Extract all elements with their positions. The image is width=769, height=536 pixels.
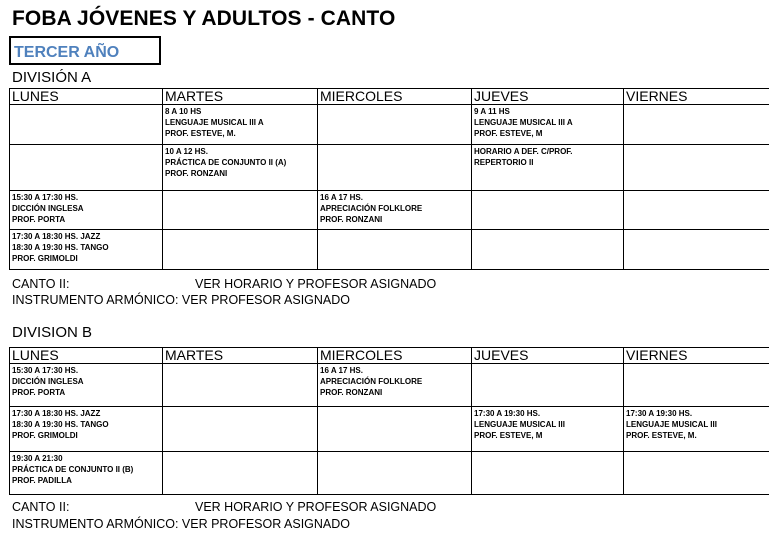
schedule-cell-line: PROF. ESTEVE, M.	[626, 431, 697, 440]
day-header-miercoles: MIERCOLES	[318, 348, 472, 364]
schedule-cell	[318, 105, 472, 145]
schedule-cell	[624, 105, 769, 145]
schedule-cell	[472, 230, 624, 270]
day-header-miercoles: MIERCOLES	[318, 89, 472, 105]
division-a-label: DIVISIÓN A	[12, 69, 92, 86]
schedule-cell-line: LENGUAJE MUSICAL III A	[474, 118, 573, 127]
schedule-cell-line: PRÁCTICA DE CONJUNTO II (A)	[165, 158, 287, 167]
day-header-row	[10, 348, 769, 364]
schedule-cell-line: 8 A 10 HS	[165, 107, 202, 116]
schedule-cell	[472, 407, 624, 452]
schedule-cell	[318, 407, 472, 452]
schedule-cell-line: APRECIACIÓN FOLKLORE	[320, 377, 423, 386]
division-b-canto-note	[12, 500, 437, 514]
schedule-cell-line: APRECIACIÓN FOLKLORE	[320, 204, 423, 213]
schedule-cell-line: PROF. RONZANI	[320, 388, 383, 397]
canto-label: CANTO II:	[12, 277, 70, 291]
schedule-cell-line: PROF. GRIMOLDI	[12, 254, 78, 263]
schedule-cell-line: DICCIÓN INGLESA	[12, 377, 84, 386]
schedule-cell-line: REPERTORIO II	[474, 158, 534, 167]
schedule-cell	[624, 364, 769, 407]
day-header-viernes: VIERNES	[624, 89, 769, 105]
schedule-cell	[163, 230, 318, 270]
schedule-cell	[472, 145, 624, 191]
schedule-cell	[10, 145, 163, 191]
schedule-cell-line: LENGUAJE MUSICAL III A	[165, 118, 264, 127]
schedule-cell-line: LENGUAJE MUSICAL III	[474, 420, 565, 429]
page-title: FOBA JÓVENES Y ADULTOS - CANTO	[12, 7, 396, 30]
schedule-cell	[624, 452, 769, 495]
division-a-canto-note	[12, 277, 437, 291]
division-a-instrumento-note: INSTRUMENTO ARMÓNICO: VER PROFESOR ASIGNADO	[12, 293, 351, 307]
schedule-cell-line: DICCIÓN INGLESA	[12, 204, 84, 213]
day-header-lunes: LUNES	[10, 89, 163, 105]
schedule-cell-line: 17:30 A 18:30 HS. JAZZ	[12, 232, 101, 241]
schedule-cell	[318, 452, 472, 495]
schedule-cell	[163, 105, 318, 145]
schedule-cell	[10, 452, 163, 495]
day-header-martes: MARTES	[163, 89, 318, 105]
schedule-cell	[472, 452, 624, 495]
schedule-cell	[472, 191, 624, 230]
schedule-cell	[318, 191, 472, 230]
division-a-table	[9, 88, 769, 270]
schedule-cell	[624, 145, 769, 191]
schedule-cell	[10, 364, 163, 407]
schedule-cell	[163, 452, 318, 495]
schedule-cell-line: 19:30 A 21:30	[12, 454, 63, 463]
schedule-cell-line: PROF. PORTA	[12, 388, 66, 397]
schedule-cell-line: 16 A 17 HS.	[320, 193, 363, 202]
schedule-cell	[163, 191, 318, 230]
schedule-cell-line: 9 A 11 HS	[474, 107, 510, 116]
schedule-cell	[10, 191, 163, 230]
year-label: TERCER AÑO	[14, 44, 120, 61]
schedule-cell	[624, 407, 769, 452]
day-header-row	[10, 89, 769, 105]
schedule-cell	[472, 364, 624, 407]
schedule-row	[10, 230, 769, 270]
schedule-row	[10, 364, 769, 407]
schedule-row	[10, 145, 769, 191]
year-box	[9, 36, 161, 65]
schedule-cell	[10, 407, 163, 452]
schedule-cell	[318, 230, 472, 270]
schedule-cell-line: PROF. ESTEVE, M.	[165, 129, 236, 138]
schedule-cell-line: PRÁCTICA DE CONJUNTO II (B)	[12, 465, 134, 474]
schedule-row	[10, 452, 769, 495]
schedule-cell-line: PROF. PADILLA	[12, 476, 72, 485]
schedule-cell-line: 10 A 12 HS.	[165, 147, 208, 156]
schedule-cell-line: 17:30 A 19:30 HS.	[474, 409, 541, 418]
schedule-cell	[624, 191, 769, 230]
schedule-cell-line: 15:30 A 17:30 HS.	[12, 193, 79, 202]
schedule-cell-line: LENGUAJE MUSICAL III	[626, 420, 717, 429]
schedule-cell	[10, 105, 163, 145]
canto-label: CANTO II:	[12, 500, 70, 514]
division-b-table	[9, 347, 769, 495]
schedule-cell	[163, 364, 318, 407]
day-header-martes: MARTES	[163, 348, 318, 364]
schedule-cell-line: 16 A 17 HS.	[320, 366, 363, 375]
schedule-cell	[163, 407, 318, 452]
schedule-cell-line: PROF. RONZANI	[320, 215, 383, 224]
day-header-jueves: JUEVES	[472, 89, 624, 105]
schedule-cell-line: PROF. GRIMOLDI	[12, 431, 78, 440]
schedule-cell	[318, 145, 472, 191]
canto-value: VER HORARIO Y PROFESOR ASIGNADO	[195, 277, 437, 291]
schedule-cell-line: 17:30 A 18:30 HS. JAZZ	[12, 409, 101, 418]
schedule-cell-line: PROF. RONZANI	[165, 169, 228, 178]
schedule-cell	[10, 230, 163, 270]
schedule-cell-line: 18:30 A 19:30 HS. TANGO	[12, 243, 109, 252]
schedule-cell	[624, 230, 769, 270]
day-header-lunes: LUNES	[10, 348, 163, 364]
schedule-cell	[318, 364, 472, 407]
division-b-label: DIVISION B	[12, 324, 93, 341]
day-header-jueves: JUEVES	[472, 348, 624, 364]
day-header-viernes: VIERNES	[624, 348, 769, 364]
schedule-cell-line: 18:30 A 19:30 HS. TANGO	[12, 420, 109, 429]
schedule-cell	[472, 105, 624, 145]
division-b-instrumento-note: INSTRUMENTO ARMÓNICO: VER PROFESOR ASIGNADO	[12, 517, 351, 531]
schedule-cell-line: HORARIO A DEF. C/PROF.	[474, 147, 573, 156]
schedule-cell-line: PROF. PORTA	[12, 215, 66, 224]
schedule-cell-line: 15:30 A 17:30 HS.	[12, 366, 79, 375]
schedule-cell-line: PROF. ESTEVE, M	[474, 431, 543, 440]
schedule-row	[10, 191, 769, 230]
schedule-cell	[163, 145, 318, 191]
canto-value: VER HORARIO Y PROFESOR ASIGNADO	[195, 500, 437, 514]
schedule-row	[10, 407, 769, 452]
schedule-cell-line: PROF. ESTEVE, M	[474, 129, 543, 138]
schedule-cell-line: 17:30 A 19:30 HS.	[626, 409, 693, 418]
schedule-row	[10, 105, 769, 145]
